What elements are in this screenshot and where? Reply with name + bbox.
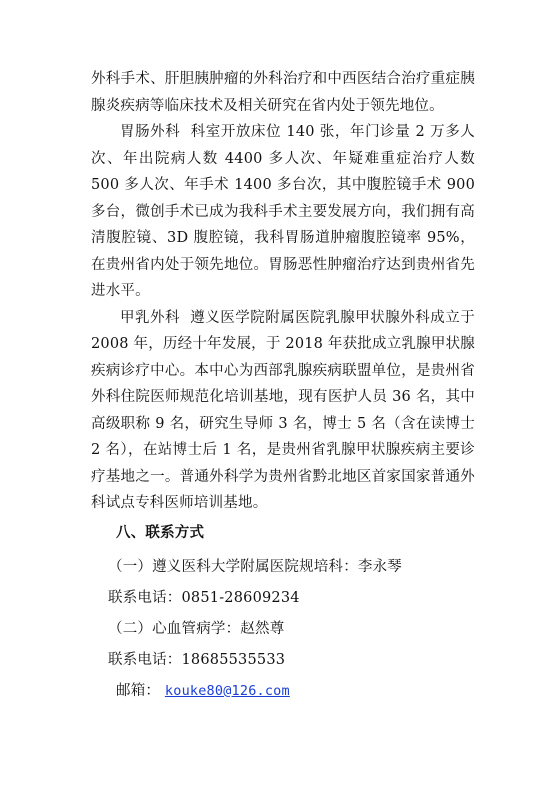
paragraph-lead: 胃肠外科 bbox=[120, 124, 181, 140]
email-link[interactable]: kouke80@126.com bbox=[164, 682, 290, 699]
contact-phone-row bbox=[108, 645, 475, 676]
contact-title: （一）遵义医科大学附属医院规培科：李永琴 bbox=[108, 558, 402, 575]
phone-label: 联系电话： bbox=[108, 589, 182, 606]
paragraph-lead: 甲乳外科 bbox=[120, 309, 181, 326]
paragraph-text: 科室开放床位 140 张，年门诊量 2 万多人次、年出院病人数 4400 多人次、年疑难重症治疗人数 500 多人次、年手术 1400 多台次，其中腹腔镜手术 900 多台，微创手术已成为我科手术主要发展方向，我们拥有高清腹腔镜、3D 腹腔镜，我科胃肠道肿瘤腹腔镜率 95%，在贵州省内处于领先地位。胃肠恶性肿瘤治疗达到贵州省先进水平。 bbox=[91, 124, 475, 299]
phone-label: 联系电话： bbox=[108, 651, 182, 668]
contact-list bbox=[91, 552, 475, 707]
paragraph-gastro bbox=[91, 119, 475, 305]
paragraph-continuation: 外科手术、肝胆胰肿瘤的外科治疗和中西医结合治疗重症胰腺炎疾病等临床技术及相关研究在省内处于领先地位。 bbox=[91, 71, 475, 114]
contact-phone-row bbox=[108, 583, 475, 614]
phone-number: 0851-28609234 bbox=[181, 589, 300, 606]
phone-number: 18685535533 bbox=[181, 651, 286, 668]
email-label: 邮箱： bbox=[116, 682, 161, 699]
contact-email-row bbox=[108, 676, 475, 707]
paragraph-breast-thyroid bbox=[91, 305, 475, 517]
section-heading: 八、联系方式 bbox=[116, 523, 205, 541]
contact-title: （二）心血管病学：赵然尊 bbox=[108, 620, 285, 637]
paragraph-text: 遵义医学院附属医院乳腺甲状腺外科成立于 2008 年，历经十年发展，于 2018 年获批成立乳腺甲状腺疾病诊疗中心。本中心为西部乳腺疾病联盟单位，是贵州省外科住院医师规范化培训基地，现有医护人员 36 名，其中高级职称 9 名，研究生导师 3 名，博士 5 名（含在读博士 2 名），在站博士后 1 名，是贵州省乳腺甲状腺疾病主要诊疗基地之一。普通外科学为贵州省黔北地区首家国家普通外科试点专科医师培训基地。 bbox=[91, 309, 475, 511]
document-body bbox=[91, 66, 475, 707]
